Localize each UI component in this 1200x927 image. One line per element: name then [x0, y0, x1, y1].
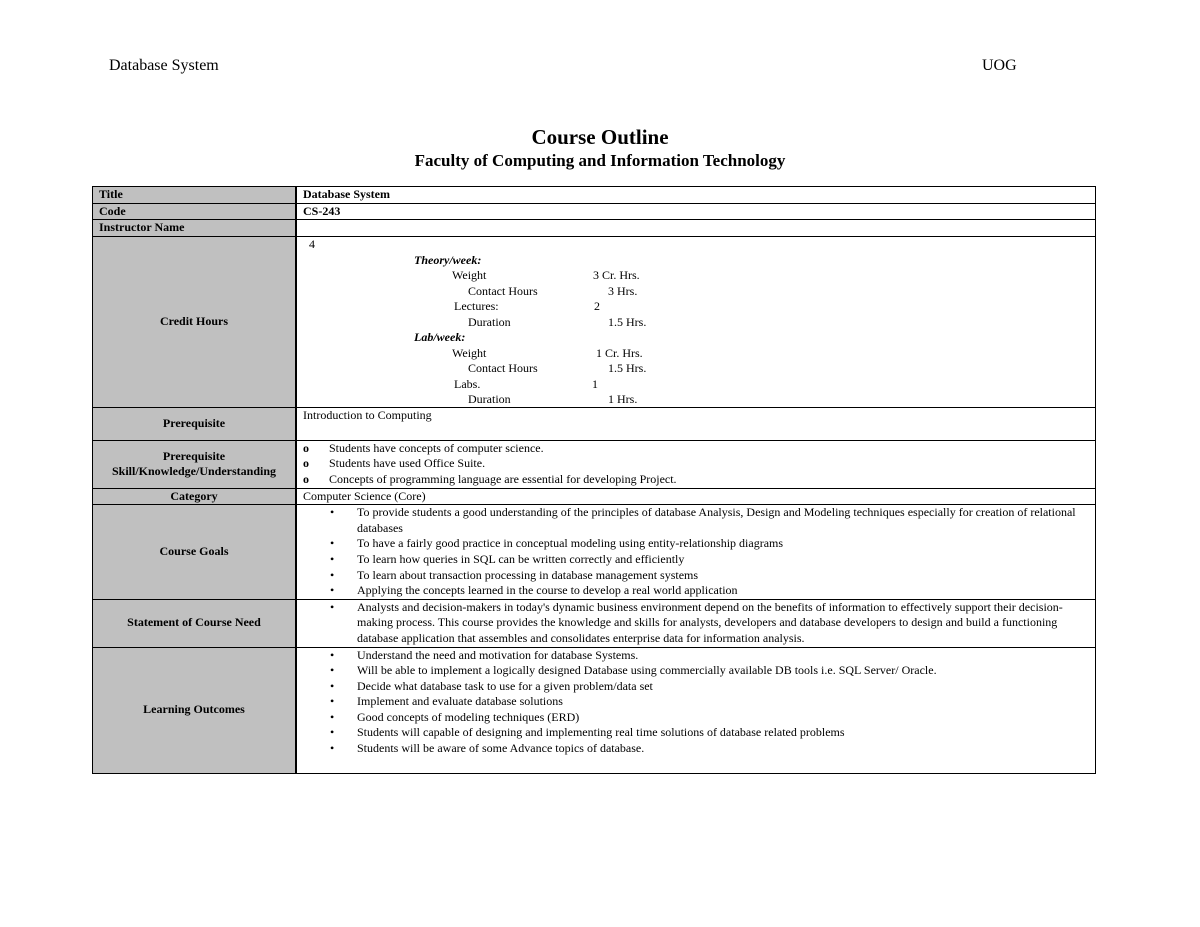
prerequisite-label: Prerequisite	[93, 407, 297, 440]
header-institution: UOG	[982, 57, 1017, 74]
list-item: • Students will be aware of some Advance topics of database.	[357, 741, 1089, 757]
lab-duration-label: Duration	[468, 391, 511, 406]
lectures-value: 2	[594, 298, 600, 313]
theory-duration-label: Duration	[468, 314, 511, 329]
list-item: • Understand the need and motivation for database Systems.	[357, 648, 1089, 664]
list-item: • Implement and evaluate database solutions	[357, 694, 1089, 710]
lab-weight-label: Weight	[452, 345, 487, 360]
list-item: • To have a fairly good practice in conceptual modeling using entity-relationship diagrams	[357, 536, 1089, 552]
category-row	[93, 488, 1096, 505]
credit-total: 4	[309, 236, 315, 251]
credit-hours-row	[93, 236, 1096, 407]
course-need-row	[93, 599, 1096, 647]
credit-hours-label: Credit Hours	[93, 236, 297, 407]
code-value: CS-243	[296, 203, 1096, 220]
theory-heading: Theory/week:	[414, 252, 482, 267]
list-item: • Good concepts of modeling techniques (ERD)	[357, 710, 1089, 726]
prerequisite-row	[93, 407, 1096, 440]
header-course-name: Database System	[109, 57, 219, 74]
theory-contact-label: Contact Hours	[468, 283, 538, 298]
list-item: o Students have concepts of computer science.	[303, 441, 1089, 457]
list-item: • Analysts and decision-makers in today's dynamic business environment depend on the benefits of information to effectively support their decision-making process. This course provides the knowledge and skills for analysts, developers and database developers to design and build a functioning database application that assembles and consolidates enterprise data for information analysis.	[357, 600, 1089, 647]
theory-weight-value: 3 Cr. Hrs.	[593, 267, 640, 282]
code-label: Code	[93, 203, 297, 220]
labs-label: Labs.	[454, 376, 481, 391]
credit-hours-breakdown	[303, 237, 1089, 407]
lab-contact-label: Contact Hours	[468, 360, 538, 375]
instructor-label: Instructor Name	[93, 220, 297, 237]
course-goals-row	[93, 505, 1096, 600]
course-need-list	[303, 600, 1089, 647]
course-goals-list	[303, 505, 1089, 599]
page-subtitle: Faculty of Computing and Information Technology	[414, 151, 786, 170]
theory-weight-label: Weight	[452, 267, 487, 282]
theory-duration-value: 1.5 Hrs.	[608, 314, 647, 329]
list-item: o Concepts of programming language are essential for developing Project.	[303, 472, 1089, 488]
lab-duration-value: 1 Hrs.	[608, 391, 638, 406]
instructor-row	[93, 220, 1096, 237]
list-item: • Will be able to implement a logically designed Database using commercially available DB tools i.e. SQL Server/ Oracle.	[357, 663, 1089, 679]
skills-list	[303, 441, 1089, 488]
credit-hours-value	[296, 236, 1096, 407]
theory-contact-value: 3 Hrs.	[608, 283, 638, 298]
category-value: Computer Science (Core)	[296, 488, 1096, 505]
course-need-value	[296, 599, 1096, 647]
list-item: • Decide what database task to use for a given problem/data set	[357, 679, 1089, 695]
title-row	[93, 187, 1096, 204]
category-label: Category	[93, 488, 297, 505]
title-value: Database System	[296, 187, 1096, 204]
course-goals-label: Course Goals	[93, 505, 297, 600]
course-need-label: Statement of Course Need	[93, 599, 297, 647]
learning-outcomes-list	[303, 648, 1089, 757]
list-item: • Students will capable of designing and implementing real time solutions of database related problems	[357, 725, 1089, 741]
list-item: • Applying the concepts learned in the course to develop a real world application	[357, 583, 1089, 599]
skills-label: Prerequisite Skill/Knowledge/Understanding	[93, 440, 297, 488]
lab-heading: Lab/week:	[414, 329, 466, 344]
course-outline-table	[92, 186, 1096, 774]
title-label: Title	[93, 187, 297, 204]
list-item: o Students have used Office Suite.	[303, 456, 1089, 472]
skills-row	[93, 440, 1096, 488]
lab-weight-value: 1 Cr. Hrs.	[596, 345, 643, 360]
learning-outcomes-value	[296, 647, 1096, 773]
page-title: Course Outline	[531, 125, 669, 149]
prerequisite-value: Introduction to Computing	[296, 407, 1096, 440]
labs-value: 1	[592, 376, 598, 391]
code-row	[93, 203, 1096, 220]
list-item: • To provide students a good understanding of the principles of database Analysis, Design and Modeling techniques especially for creation of relational databases	[357, 505, 1089, 536]
skills-value	[296, 440, 1096, 488]
lab-contact-value: 1.5 Hrs.	[608, 360, 647, 375]
lectures-label: Lectures:	[454, 298, 499, 313]
list-item: • To learn how queries in SQL can be written correctly and efficiently	[357, 552, 1089, 568]
instructor-value	[296, 220, 1096, 237]
learning-outcomes-label: Learning Outcomes	[93, 647, 297, 773]
learning-outcomes-row	[93, 647, 1096, 773]
course-goals-value	[296, 505, 1096, 600]
list-item: • To learn about transaction processing in database management systems	[357, 568, 1089, 584]
